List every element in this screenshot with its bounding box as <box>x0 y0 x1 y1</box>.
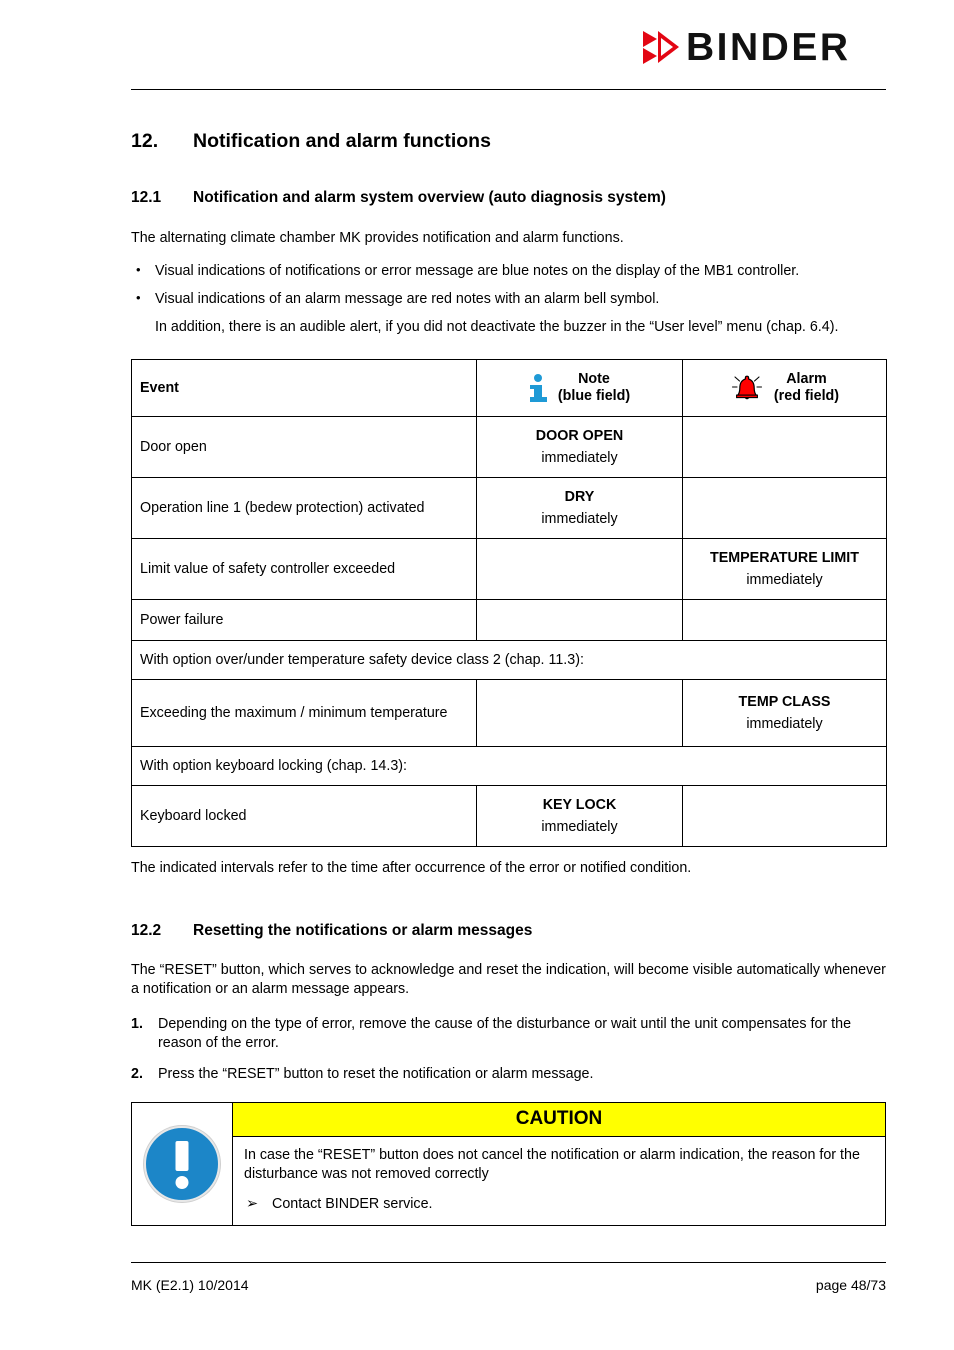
audible-alert-note: In addition, there is an audible alert, if you did not deactivate the buzzer in the “User level” menu (chap. 6.4). <box>155 319 839 336</box>
bullet-list <box>131 262 886 309</box>
brand-name: BINDER <box>686 25 851 69</box>
alarm-code: TEMPERATURE LIMIT <box>709 550 860 567</box>
row-event: Keyboard locked <box>132 786 477 847</box>
binder-triangles-logo <box>643 30 679 64</box>
alarm-bell-icon <box>730 373 764 403</box>
row-alarm <box>683 680 887 747</box>
table-span-row <box>132 747 887 786</box>
arrow-bullet-icon: ➢ <box>246 1196 258 1213</box>
list-item: • Visual indications of an alarm message are red notes with an alarm bell symbol. <box>131 290 886 309</box>
list-item: • Visual indications of notifications or error message are blue notes on the display of the MB1 controller. <box>131 262 886 281</box>
intro-paragraph: The alternating climate chamber MK provides notification and alarm functions. <box>131 229 624 246</box>
alarm-code: TEMP CLASS <box>738 694 831 711</box>
table-row <box>132 478 887 539</box>
table-row <box>132 786 887 847</box>
row-note <box>477 600 683 641</box>
reset-steps-list <box>131 1015 886 1083</box>
row-option-heading: With option over/under temperature safety device class 2 (chap. 11.3): <box>132 641 887 680</box>
row-alarm <box>683 417 887 478</box>
caution-action-text: Contact BINDER service. <box>272 1196 433 1213</box>
caution-body <box>233 1103 885 1225</box>
row-event: Exceeding the maximum / minimum temperature <box>132 680 477 747</box>
header-alarm-line2: (red field) <box>773 388 840 405</box>
row-note <box>477 786 683 847</box>
row-option-heading: With option keyboard locking (chap. 14.3): <box>132 747 887 786</box>
table-span-row <box>132 641 887 680</box>
header-alarm <box>683 360 887 417</box>
note-code: DRY <box>564 489 595 506</box>
row-alarm <box>683 539 887 600</box>
list-item: Press the “RESET” button to reset the notification or alarm message. <box>158 1065 594 1082</box>
page-footer <box>131 1277 886 1293</box>
page-content <box>131 130 886 1226</box>
header-alarm-text <box>774 371 839 407</box>
logo-triangle-top <box>643 31 657 47</box>
row-event: Limit value of safety controller exceeded <box>132 539 477 600</box>
table-row <box>132 539 887 600</box>
header-event: Event <box>132 360 477 417</box>
row-event: Operation line 1 (bedew protection) activated <box>132 478 477 539</box>
row-note <box>477 417 683 478</box>
note-timing: immediately <box>541 450 618 467</box>
subsection-title: Notification and alarm system overview (auto diagnosis system) <box>193 189 666 207</box>
row-alarm <box>683 786 887 847</box>
row-note <box>477 478 683 539</box>
notification-alarm-table <box>131 359 887 847</box>
mandatory-exclamation-icon <box>144 1126 220 1202</box>
header-alarm-line1: Alarm <box>786 370 827 387</box>
note-code: DOOR OPEN <box>535 428 624 445</box>
section-title: Notification and alarm functions <box>193 130 491 152</box>
row-event: Power failure <box>132 600 477 641</box>
caution-text-wrap <box>233 1137 885 1225</box>
table-header-row <box>132 360 887 417</box>
logo-triangle-large-inner <box>661 38 673 56</box>
footer-document-id: MK (E2.1) 10/2014 <box>131 1277 249 1293</box>
row-note <box>477 539 683 600</box>
table-row <box>132 417 887 478</box>
row-alarm <box>683 478 887 539</box>
table-row <box>132 600 887 641</box>
list-item: Depending on the type of error, remove the cause of the disturbance or wait until the unit compensates for the reason of the error. <box>158 1016 852 1052</box>
caution-message: In case the “RESET” button does not cancel the notification or alarm indication, the reason for the disturbance was not removed correctly <box>244 1146 860 1182</box>
section-number: 12. <box>131 130 159 152</box>
table-row <box>132 680 887 747</box>
section-heading <box>131 130 886 153</box>
row-note <box>477 680 683 747</box>
binder-logo <box>643 27 851 67</box>
subsection-number: 12.2 <box>131 921 162 939</box>
row-event: Door open <box>132 417 477 478</box>
reset-intro-paragraph: The “RESET” button, which serves to acknowledge and reset the indication, will become visible automatically whenever a notification or an alarm message appears. <box>131 961 886 998</box>
note-timing: immediately <box>541 511 618 528</box>
alarm-timing: immediately <box>746 572 823 589</box>
header-divider <box>131 89 886 90</box>
header-note <box>477 360 683 417</box>
alarm-timing: immediately <box>746 716 823 733</box>
caution-icon-cell <box>132 1103 233 1225</box>
note-code: KEY LOCK <box>542 797 617 814</box>
subsection-title: Resetting the notifications or alarm messages <box>193 921 533 939</box>
subsection-heading-12-2 <box>131 921 886 940</box>
row-alarm <box>683 600 887 641</box>
caution-box <box>131 1102 886 1226</box>
caution-action-row <box>244 1195 874 1214</box>
header-note-line2: (blue field) <box>557 388 631 405</box>
info-icon <box>529 374 548 402</box>
table-footnote: The indicated intervals refer to the time after occurrence of the error or notified condition. <box>131 860 692 877</box>
note-timing: immediately <box>541 819 618 836</box>
header-note-text <box>558 371 630 407</box>
footer-divider <box>131 1262 886 1263</box>
footer-page-number: page 48/73 <box>815 1277 886 1293</box>
caution-title: CAUTION <box>233 1103 885 1137</box>
subsection-heading-12-1 <box>131 188 886 207</box>
header-note-line1: Note <box>578 370 610 387</box>
logo-triangle-bottom <box>643 48 657 64</box>
subsection-number: 12.1 <box>131 189 162 207</box>
